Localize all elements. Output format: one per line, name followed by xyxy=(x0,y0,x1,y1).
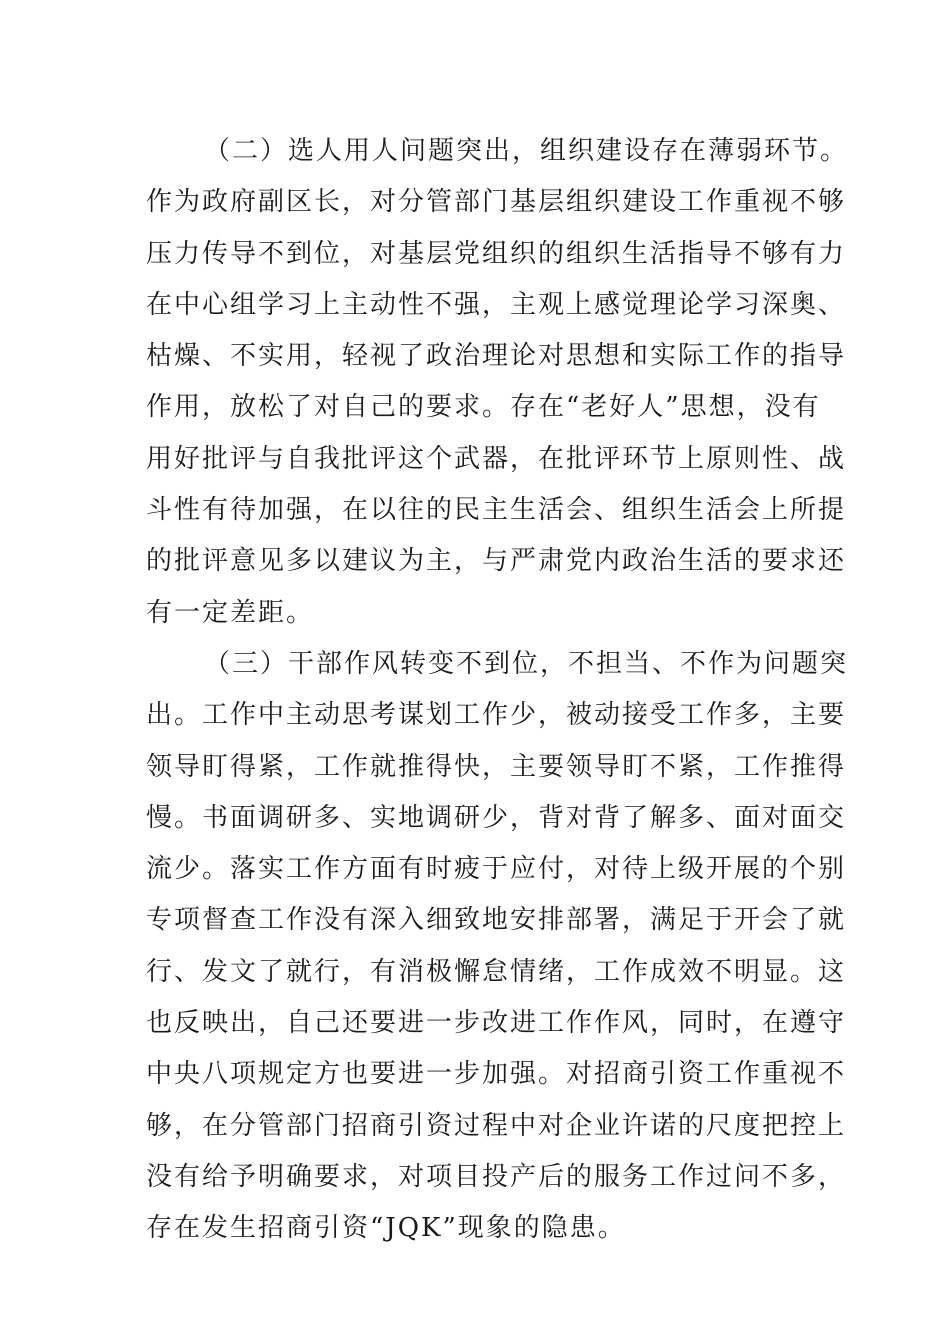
text-line: 够，在分管部门招商引资过程中对企业许诺的尺度把控上 xyxy=(146,1110,847,1141)
text-line: 也反映出，自己还要进一步改进工作作风，同时，在遵守 xyxy=(146,1008,847,1039)
text-line: 有一定差距。 xyxy=(146,597,315,628)
text-line: 作用，放松了对自己的要求。存在“老好人”思想，没有 xyxy=(146,392,821,423)
text-line: 领导盯得紧，工作就推得快，主要领导盯不紧，工作推得 xyxy=(146,751,847,782)
paragraph-organization-building xyxy=(146,126,849,639)
text-line: 没有给予明确要求，对项目投产后的服务工作过问不多， xyxy=(146,1161,847,1192)
text-line: 压力传导不到位，对基层党组织的组织生活指导不够有力 xyxy=(146,238,847,269)
text-line: （三）干部作风转变不到位，不担当、不作为问题突 xyxy=(204,648,849,679)
text-line: （二）选人用人问题突出，组织建设存在薄弱环节。 xyxy=(204,136,849,166)
text-line: 中央八项规定方也要进一步加强。对招商引资工作重视不 xyxy=(146,1059,847,1090)
text-line: 存在发生招商引资“JQK”现象的隐患。 xyxy=(146,1213,626,1244)
text-line: 专项督查工作没有深入细致地安排部署，满足于开会了就 xyxy=(146,905,847,936)
text-line: 行、发文了就行，有消极懈怠情绪，工作成效不明显。这 xyxy=(146,956,847,987)
text-line: 枯燥、不实用，轻视了政治理论对思想和实际工作的指导 xyxy=(146,341,847,372)
text-line: 作为政府副区长，对分管部门基层组织建设工作重视不够 xyxy=(146,187,847,218)
text-line: 的批评意见多以建议为主，与严肃党内政治生活的要求还 xyxy=(146,546,847,577)
text-line: 用好批评与自我批评这个武器，在批评环节上原则性、战 xyxy=(146,443,847,474)
text-line: 慢。书面调研多、实地调研少，背对背了解多、面对面交 xyxy=(146,802,847,833)
document-body xyxy=(146,126,849,1255)
paragraph-work-style xyxy=(146,639,849,1255)
text-line: 出。工作中主动思考谋划工作少，被动接受工作多，主要 xyxy=(146,700,847,731)
text-line: 在中心组学习上主动性不强，主观上感觉理论学习深奥、 xyxy=(146,289,847,320)
text-line: 斗性有待加强，在以往的民主生活会、组织生活会上所提 xyxy=(146,495,847,526)
text-line: 流少。落实工作方面有时疲于应付，对待上级开展的个别 xyxy=(146,854,847,885)
